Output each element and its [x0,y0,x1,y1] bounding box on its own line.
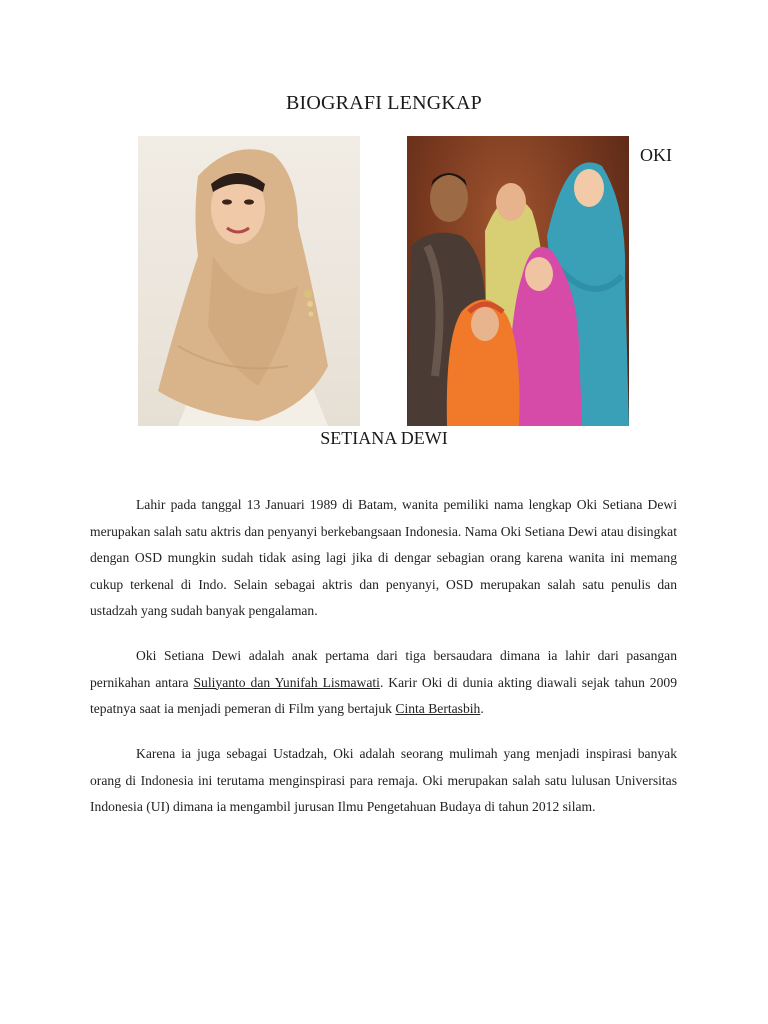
paragraph-2-part-a: Oki Setiana Dewi adalah anak pertama dari tiga bersaudara dimana ia lahir dari pasangan pernikahan antara [90,648,677,690]
film-link[interactable]: Cinta Bertasbih [395,701,481,716]
paragraph-3 [90,741,677,821]
document-title: BIOGRAFI LENGKAP [286,92,482,114]
paragraph-1 [90,492,677,625]
family-photo [407,136,629,426]
document-title-oki: OKI [640,145,672,165]
paragraph-2-text [90,643,677,723]
parents-link[interactable]: Suliyanto dan Yunifah Lismawati [193,674,380,690]
paragraph-3-text: Karena ia juga sebagai Ustadzah, Oki adalah seorang mulimah yang menjadi inspirasi banyak orang di Indonesia ini terutama menginspirasi para remaja. Oki merupakan salah satu lulusan Universitas Indonesia (UI) dimana ia mengambil jurusan Ilmu Pengetahuan Budaya di tahun 2012 silam. [90,746,677,814]
document-title-continued: SETIANA DEWI [320,428,448,448]
paragraph-1-text: Lahir pada tanggal 13 Januari 1989 di Batam, wanita pemiliki nama lengkap Oki Setiana Dewi merupakan salah satu aktris dan penyanyi berkebangsaan Indonesia. Nama Oki Setiana Dewi atau disingkat dengan OSD mungkin sudah tidak asing lagi jika di dengar sebagian orang karena wanita ini memang cukup terkenal di Indo. Selain sebagai aktris dan penyanyi, OSD merupakan salah satu penulis dan ustadzah yang sudah banyak pengalaman. [90,497,677,618]
paragraph-2-part-b: . Karir Oki di dunia akting diawali sejak tahun 2009 tepatnya saat ia menjadi pemeran di Film yang bertajuk [90,674,677,716]
paragraph-2 [90,643,677,723]
paragraph-2-part-c: . [480,701,484,716]
portrait-photo [138,136,360,426]
